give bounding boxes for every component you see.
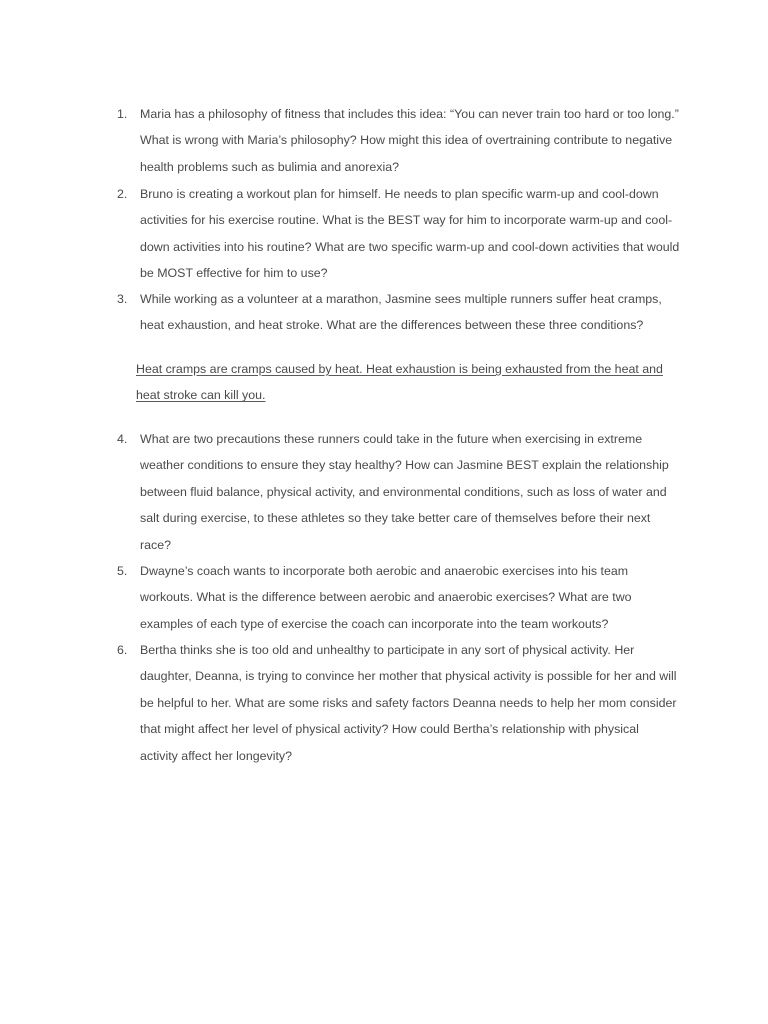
question-number: 4. — [117, 432, 128, 446]
answer-3-text: Heat cramps are cramps caused by heat. Heat exhaustion is being exhausted from the heat and heat stroke can kill you. — [136, 362, 663, 403]
question-text: Bruno is creating a workout plan for himself. He needs to plan specific warm-up and cool-down activities for his exercise routine. What is the BEST way for him to incorporate warm-up and cool-down activities into his routine? What are two specific warm-up and cool-down activities that would be MOST effective for him to use? — [140, 187, 680, 281]
question-number: 1. — [117, 107, 128, 121]
question-number: 3. — [117, 292, 128, 306]
question-text: Bertha thinks she is too old and unhealthy to participate in any sort of physical activity. Her daughter, Deanna, is trying to convince her mother that physical activity is possible for her and will be helpful to her. What are some risks and safety factors Deanna needs to help her mom consider that might affect her level of physical activity? How could Bertha’s relationship with physical activity affect her longevity? — [140, 643, 677, 763]
question-number: 2. — [117, 187, 128, 201]
question-number: 5. — [117, 564, 128, 578]
question-text: Dwayne’s coach wants to incorporate both aerobic and anaerobic exercises into his team workouts. What is the difference between aerobic and anaerobic exercises? What are two examples of each type of exercise the coach can incorporate into the team workouts? — [140, 564, 632, 631]
question-text: While working as a volunteer at a marathon, Jasmine sees multiple runners suffer heat cramps, heat exhaustion, and heat stroke. What are the differences between these three conditions? — [140, 292, 662, 333]
question-text: What are two precautions these runners could take in the future when exercising in extreme weather conditions to ensure they stay healthy? How can Jasmine BEST explain the relationship between fluid balance, physical activity, and environmental conditions, such as loss of water and salt during exercise, to these athletes so they take better care of themselves before their next race? — [140, 432, 669, 552]
question-text: Maria has a philosophy of fitness that includes this idea: “You can never train too hard or too long.” What is wrong with Maria’s philosophy? How might this idea of overtraining contribute to negative health problems such as bulimia and anorexia? — [140, 107, 679, 174]
question-number: 6. — [117, 643, 128, 657]
